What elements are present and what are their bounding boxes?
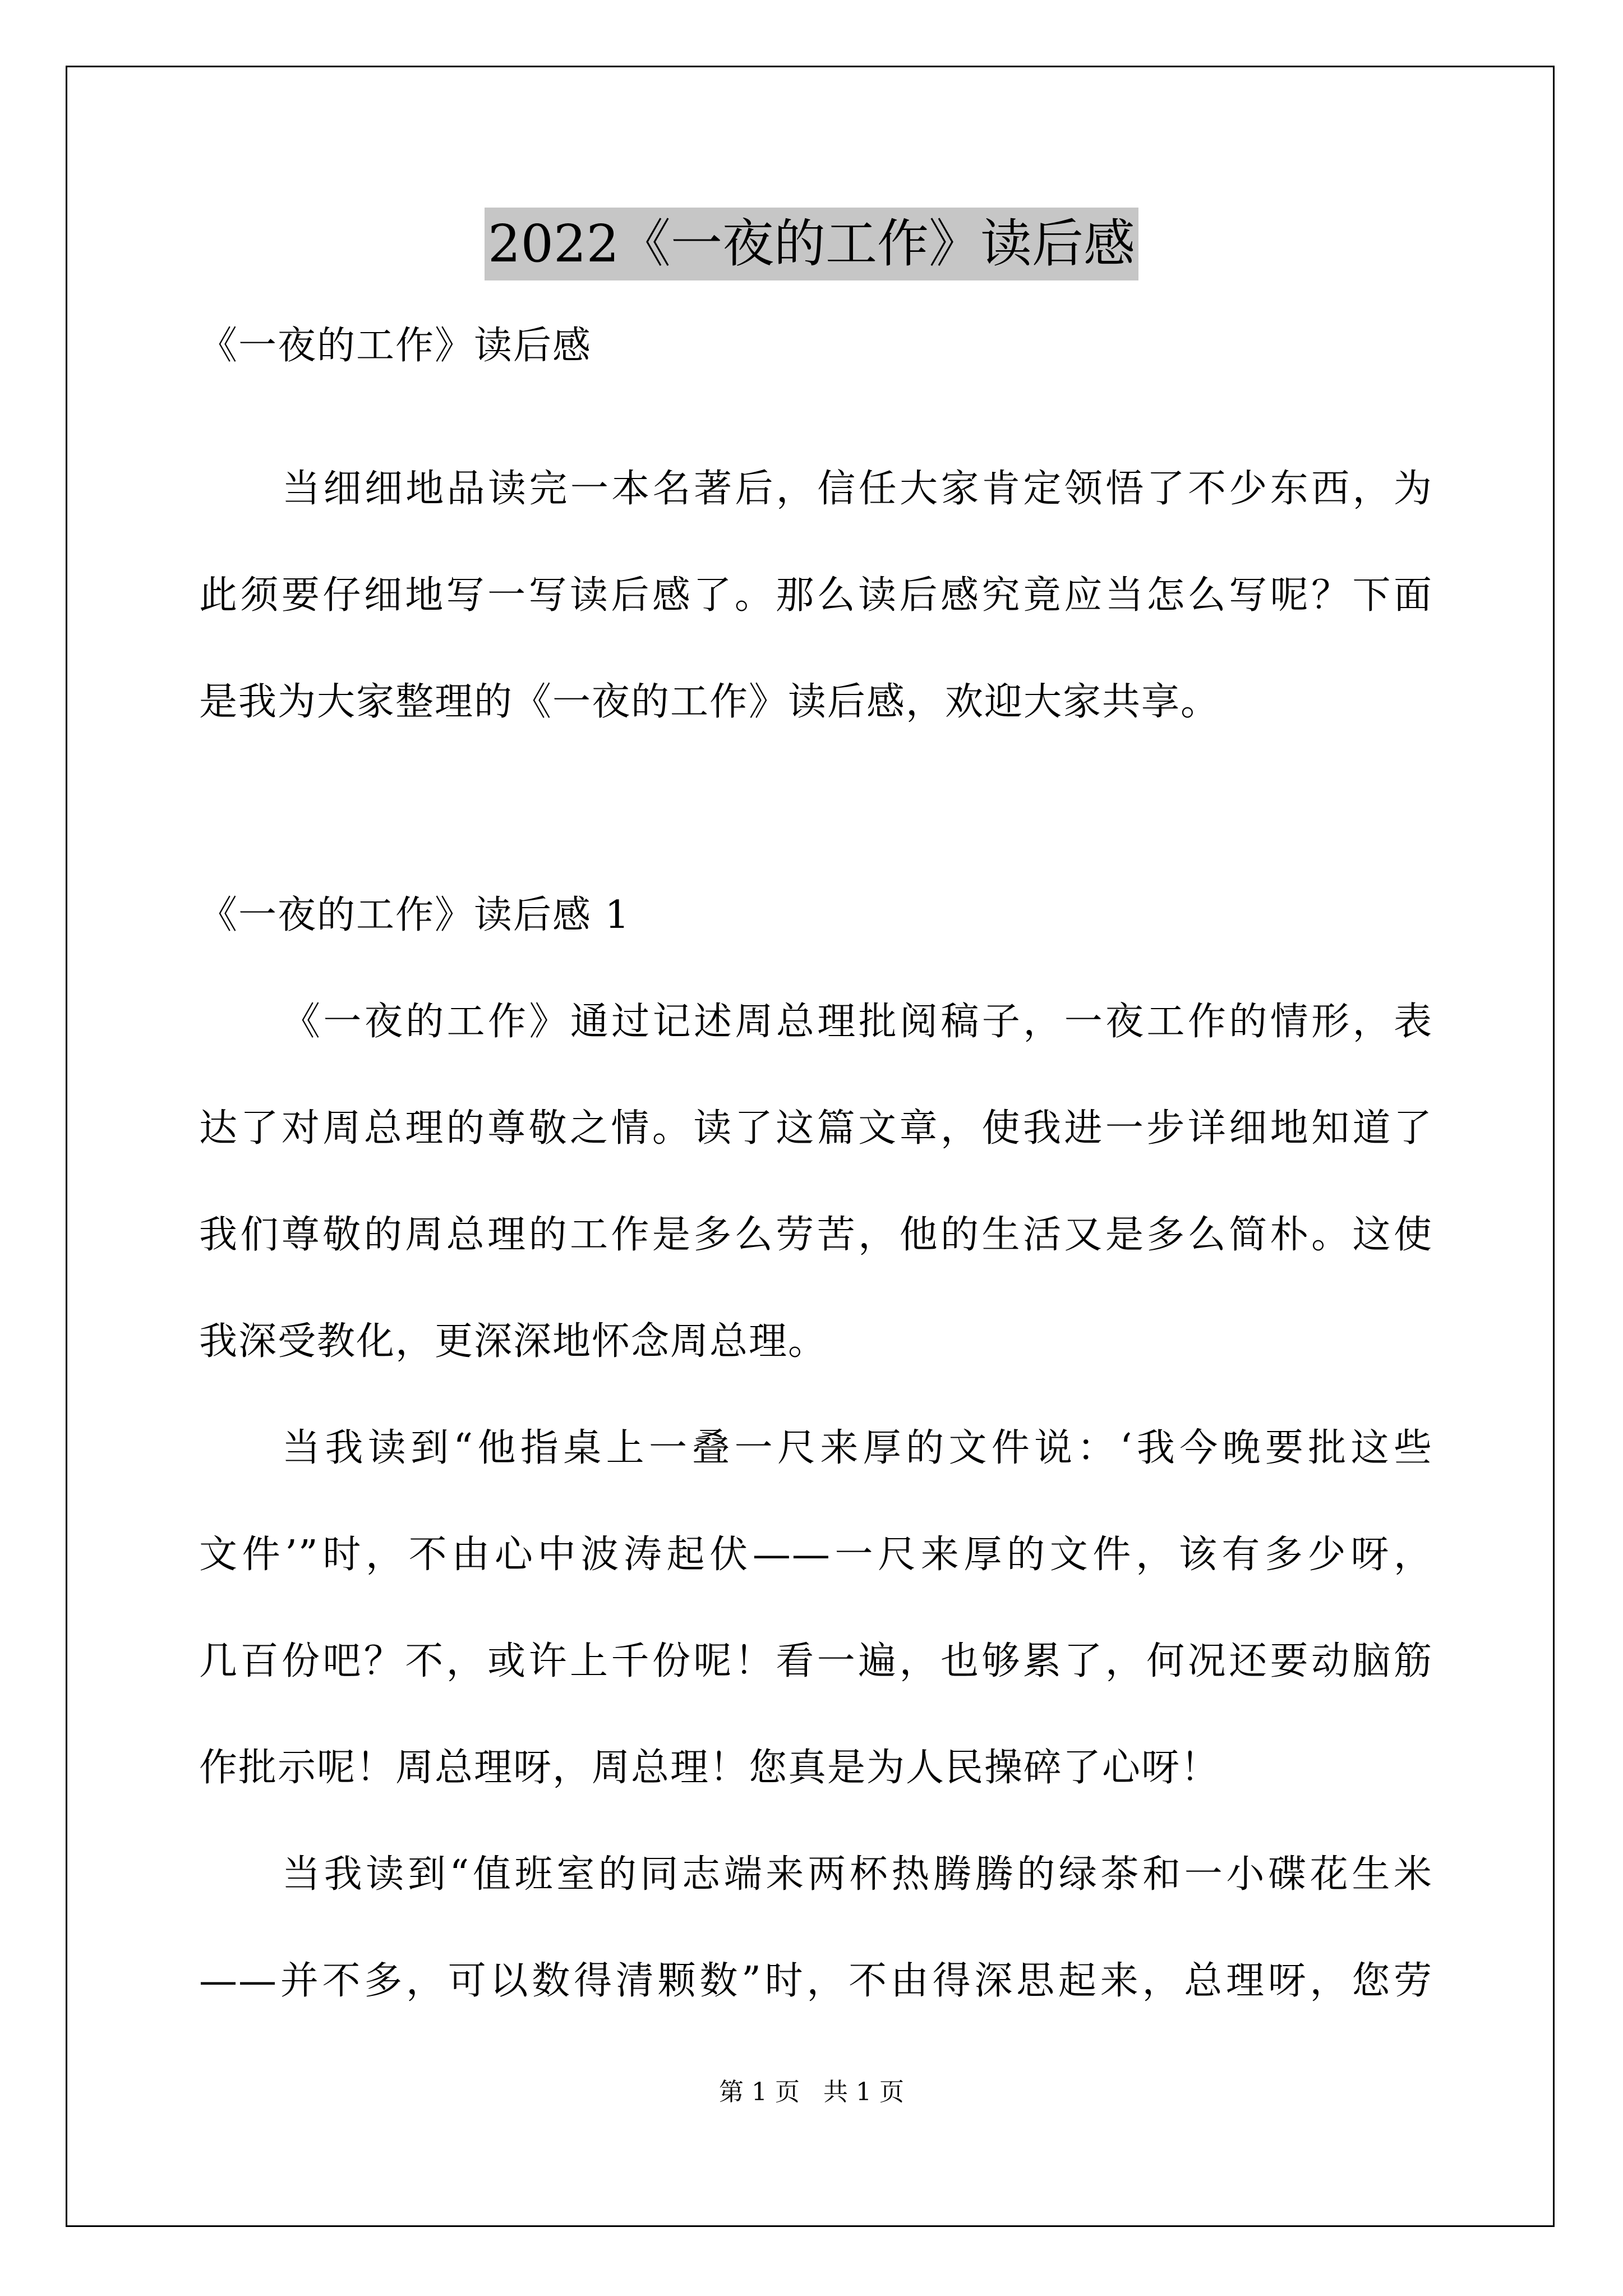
document-title [0, 208, 1623, 280]
page-number: 第 1 页 [719, 2078, 800, 2106]
paragraph-line: 文件’”时，不由心中波涛起伏——一尺来厚的文件，该有多少呀， [199, 1533, 1433, 1577]
paragraph-line: 达了对周总理的尊敬之情。读了这篇文章，使我进一步详细地知道了 [199, 1106, 1433, 1151]
intro-line: 此须要仔细地写一写读后感了。那么读后感究竟应当怎么写呢？下面 [199, 573, 1433, 618]
paragraph-line: ——并不多，可以数得清颗数”时，不由得深思起来，总理呀，您劳 [199, 1959, 1433, 2003]
paragraph-line: 当我读到“他指桌上一叠一尺来厚的文件说：‘我今晚要批这些 [282, 1426, 1433, 1470]
page-footer [0, 2076, 1623, 2109]
paragraph-line: 我们尊敬的周总理的工作是多么劳苦，他的生活又是多么简朴。这使 [199, 1213, 1433, 1257]
intro-line: 是我为大家整理的《一夜的工作》读后感，欢迎大家共享。 [199, 680, 1220, 724]
paragraph-line: 作批示呢！周总理呀，周总理！您真是为人民操碎了心呀！ [199, 1746, 1220, 1790]
page-total: 共 1 页 [823, 2078, 904, 2106]
paragraph-line: 几百份吧？不，或许上千份呢！看一遍，也够累了，何况还要动脑筋 [199, 1639, 1433, 1683]
subtitle: 《一夜的工作》读后感 [199, 324, 592, 368]
paragraph-line: 《一夜的工作》通过记述周总理批阅稿子，一夜工作的情形，表 [282, 1000, 1433, 1044]
paragraph-line: 我深受教化，更深深地怀念周总理。 [199, 1319, 828, 1364]
section-heading: 《一夜的工作》读后感 1 [199, 893, 630, 937]
intro-line: 当细细地品读完一本名著后，信任大家肯定领悟了不少东西，为 [282, 467, 1433, 511]
paragraph-line: 当我读到“值班室的同志端来两杯热腾腾的绿茶和一小碟花生米 [282, 1852, 1433, 1897]
document-title-text: 2022《一夜的工作》读后感 [485, 208, 1138, 280]
